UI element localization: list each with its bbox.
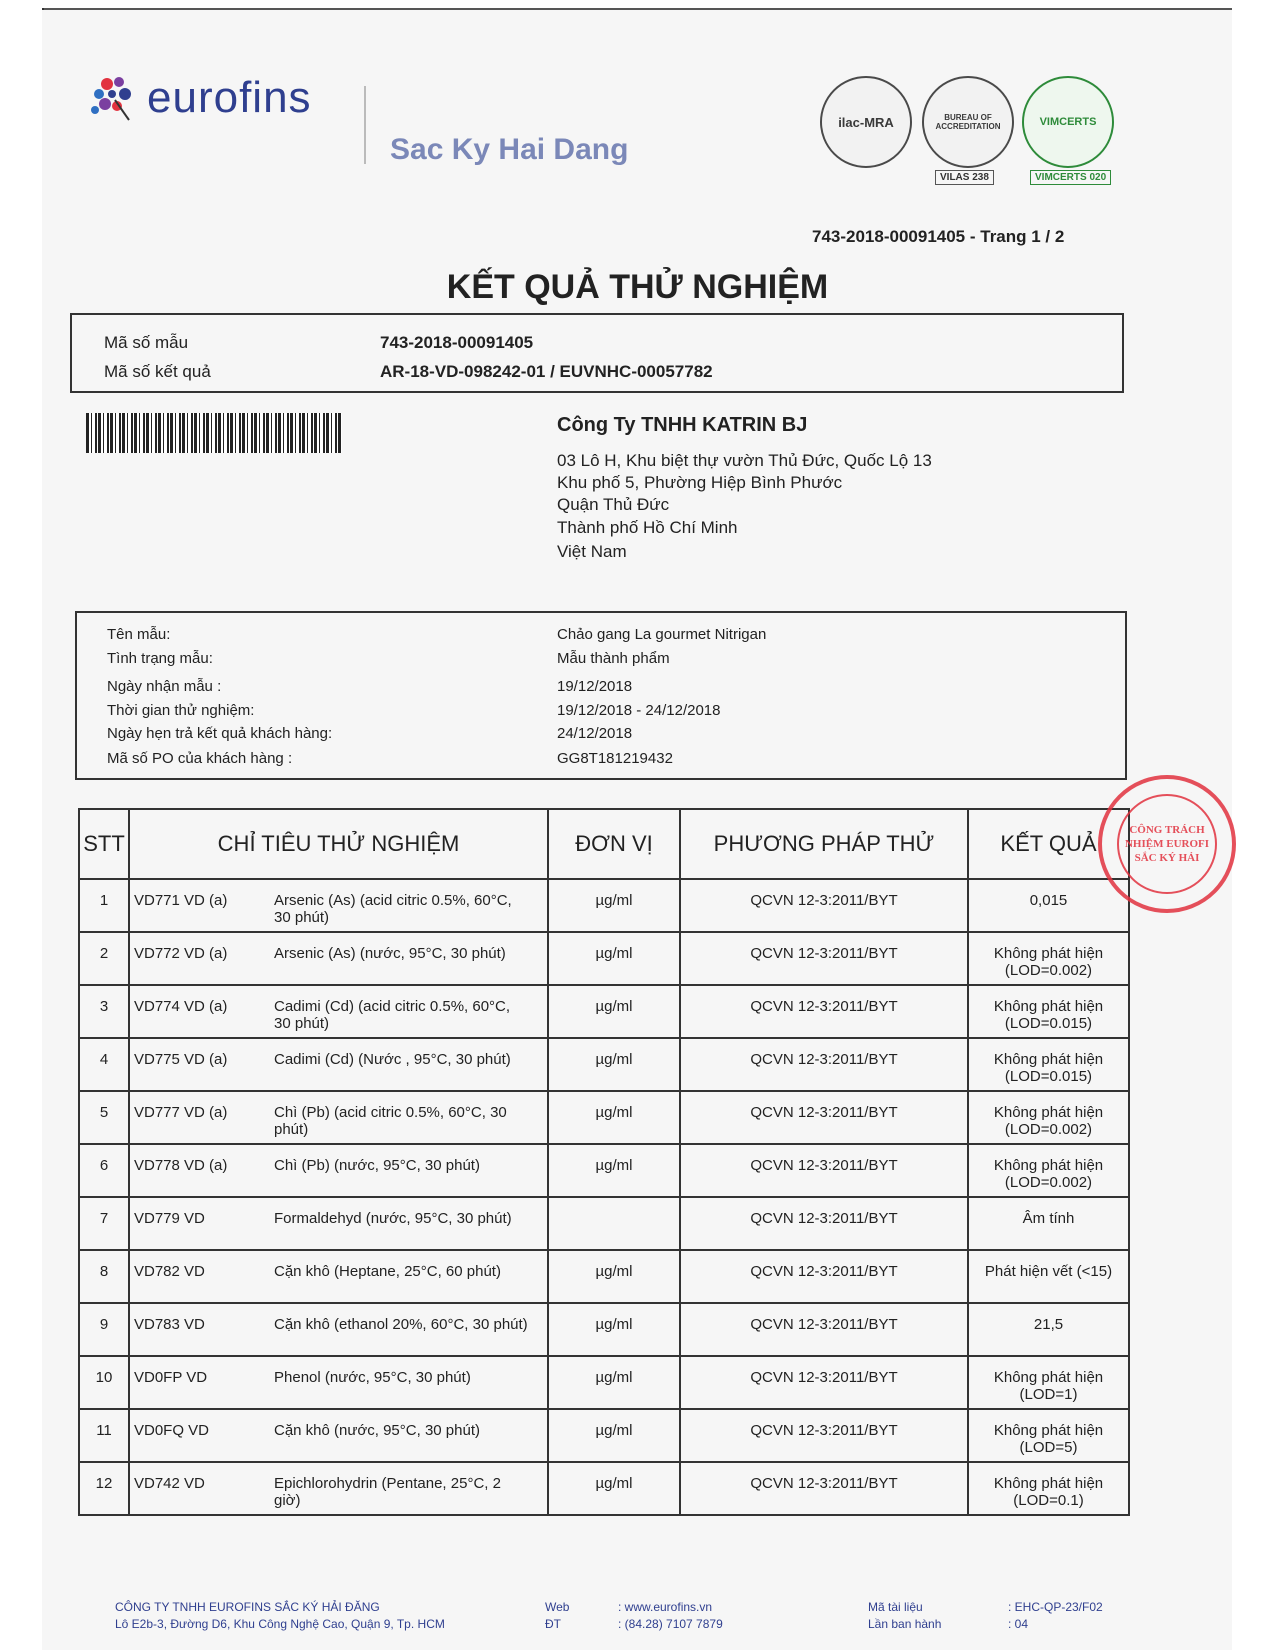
table-row [79,879,1129,932]
table-header-row [79,809,1129,879]
test-name: Chì (Pb) (acid citric 0.5%, 60°C, 30 phút) [274,1104,507,1138]
client-address-line: Quận Thủ Đức [557,495,670,514]
row-unit: µg/ml [548,1250,680,1303]
footer-phone-label: ĐT [545,1617,561,1631]
info-value: Chảo gang La gourmet Nitrigan [557,626,767,643]
row-method: QCVN 12-3:2011/BYT [680,1462,968,1515]
col-header-test: CHỈ TIÊU THỬ NGHIỆM [129,809,548,879]
ilac-badge-text: ilac-MRA [838,114,894,130]
test-code: VD742 VD [134,1475,205,1492]
test-code: VD777 VD (a) [134,1104,228,1121]
row-stt: 2 [79,932,129,985]
info-value: 24/12/2018 [557,725,633,742]
test-code: VD778 VD (a) [134,1157,228,1174]
test-code: VD783 VD [134,1316,205,1333]
col-header-result: KẾT QUẢ [968,809,1129,879]
row-unit: µg/ml [548,1091,680,1144]
boa-badge-text: BUREAU OF ACCREDITATION [935,113,1001,131]
col-header-unit: ĐƠN VỊ [548,809,680,879]
info-label: Tên mẫu: [107,626,171,643]
row-result: Không phát hiện (LOD=1) [968,1356,1129,1409]
row-method: QCVN 12-3:2011/BYT [680,1409,968,1462]
row-result: Âm tính [968,1197,1129,1250]
row-method: QCVN 12-3:2011/BYT [680,1038,968,1091]
table-row [79,1091,1129,1144]
row-unit: µg/ml [548,1409,680,1462]
table-row [79,1144,1129,1197]
document-reference: 743-2018-00091405 - Trang 1 / 2 [812,227,1065,246]
test-code: VD782 VD [134,1263,205,1280]
table-row [79,1038,1129,1091]
test-name: Formaldehyd (nước, 95°C, 30 phút) [274,1210,512,1227]
row-method: QCVN 12-3:2011/BYT [680,1144,968,1197]
test-code: VD772 VD (a) [134,945,228,962]
info-value: GG8T181219432 [557,750,673,767]
test-name: Phenol (nước, 95°C, 30 phút) [274,1369,471,1386]
footer-web-label: Web [545,1600,570,1614]
footer-company: CÔNG TY TNHH EUROFINS SẮC KÝ HẢI ĐĂNG [115,1600,380,1614]
row-test [129,1144,548,1197]
row-stt: 6 [79,1144,129,1197]
eurofins-flower-icon [85,70,141,126]
vimcerts-badge-text: VIMCERTS [1039,116,1097,128]
row-result: Không phát hiện (LOD=5) [968,1409,1129,1462]
row-test [129,985,548,1038]
client-address-line: Khu phố 5, Phường Hiệp Bình Phước [557,473,843,492]
client-address-line: Thành phố Hồ Chí Minh [557,518,738,537]
row-unit: µg/ml [548,1303,680,1356]
sample-code-label: Mã số mẫu [104,333,189,352]
table-row [79,1462,1129,1515]
info-label: Thời gian thử nghiệm: [107,702,255,719]
info-value: 19/12/2018 [557,678,633,695]
row-test [129,1409,548,1462]
row-result: 0,015 [968,879,1129,932]
row-stt: 9 [79,1303,129,1356]
table-row [79,1250,1129,1303]
table-row [79,1197,1129,1250]
vilas-label: VILAS 238 [935,170,994,185]
row-test [129,1303,548,1356]
test-code: VD771 VD (a) [134,892,228,909]
footer-web-value: : www.eurofins.vn [618,1600,713,1614]
client-address-line: Việt Nam [557,542,627,561]
row-method: QCVN 12-3:2011/BYT [680,1303,968,1356]
row-method: QCVN 12-3:2011/BYT [680,1091,968,1144]
header-divider [364,86,366,164]
row-result: Không phát hiện (LOD=0.015) [968,1038,1129,1091]
footer-issue-label: Lần ban hành [868,1617,942,1631]
result-code-label: Mã số kết quả [104,362,211,381]
test-name: Cadimi (Cd) (Nước , 95°C, 30 phút) [274,1051,511,1068]
row-stt: 7 [79,1197,129,1250]
eurofins-logo [85,70,312,126]
footer-address: Lô E2b-3, Đường D6, Khu Công Nghệ Cao, Quận 9, Tp. HCM [115,1617,445,1631]
footer-phone-value: : (84.28) 7107 7879 [618,1617,723,1631]
client-address-line: 03 Lô H, Khu biệt thự vườn Thủ Đức, Quốc Lộ 13 [557,451,932,470]
info-label: Ngày hẹn trả kết quả khách hàng: [107,725,333,742]
row-method: QCVN 12-3:2011/BYT [680,879,968,932]
brand-subtitle: Sac Ky Hai Dang [390,133,629,166]
row-result: Không phát hiện (LOD=0.002) [968,1144,1129,1197]
stamp-center [1117,794,1217,894]
row-stt: 8 [79,1250,129,1303]
row-stt: 10 [79,1356,129,1409]
row-stt: 1 [79,879,129,932]
row-unit: µg/ml [548,1462,680,1515]
test-code: VD779 VD [134,1210,205,1227]
row-test [129,1038,548,1091]
company-stamp [1098,775,1236,913]
row-test [129,1462,548,1515]
test-code: VD0FQ VD [134,1422,210,1439]
info-label: Mã số PO của khách hàng : [107,750,293,767]
result-code-value: AR-18-VD-098242-01 / EUVNHC-00057782 [380,362,713,381]
footer-doc-value: : EHC-QP-23/F02 [1008,1600,1103,1614]
table-row [79,1356,1129,1409]
row-method: QCVN 12-3:2011/BYT [680,932,968,985]
page-title: KẾT QUẢ THỬ NGHIỆM [446,268,829,306]
footer-doc-label: Mã tài liệu [868,1600,923,1614]
table-row [79,932,1129,985]
row-test [129,1091,548,1144]
row-unit [548,1197,680,1250]
results-table [78,808,1130,1516]
row-unit: µg/ml [548,879,680,932]
row-test [129,1356,548,1409]
row-result: Phát hiện vết (<15) [968,1250,1129,1303]
vimcerts-badge [1022,76,1114,168]
row-stt: 5 [79,1091,129,1144]
row-unit: µg/ml [548,1038,680,1091]
row-result: Không phát hiện (LOD=0.002) [968,932,1129,985]
row-method: QCVN 12-3:2011/BYT [680,1197,968,1250]
info-value: 19/12/2018 - 24/12/2018 [557,702,721,719]
row-unit: µg/ml [548,1356,680,1409]
row-unit: µg/ml [548,932,680,985]
boa-badge [922,76,1014,168]
row-method: QCVN 12-3:2011/BYT [680,1250,968,1303]
footer-issue-value: : 04 [1008,1617,1029,1631]
row-stt: 11 [79,1409,129,1462]
table-row [79,1409,1129,1462]
barcode [86,413,342,453]
row-stt: 4 [79,1038,129,1091]
test-name: Cặn khô (Heptane, 25°C, 60 phút) [274,1263,501,1280]
row-test [129,932,548,985]
row-test [129,1197,548,1250]
row-test [129,1250,548,1303]
info-value: Mẫu thành phẩm [557,650,670,667]
stamp-text: CÔNG TRÁCH NHIỆM EUROFI SẮC KÝ HẢI [1124,824,1210,864]
test-name: Chì (Pb) (nước, 95°C, 30 phút) [274,1157,480,1174]
row-stt: 3 [79,985,129,1038]
row-result: 21,5 [968,1303,1129,1356]
row-method: QCVN 12-3:2011/BYT [680,985,968,1038]
brand-name: eurofins [147,73,312,122]
row-stt: 12 [79,1462,129,1515]
table-row [79,1303,1129,1356]
test-code: VD775 VD (a) [134,1051,228,1068]
row-unit: µg/ml [548,985,680,1038]
test-name: Arsenic (As) (nước, 95°C, 30 phút) [274,945,506,962]
info-label: Ngày nhận mẫu : [107,678,222,695]
row-test [129,879,548,932]
test-code: VD0FP VD [134,1369,208,1386]
ilac-mra-badge [820,76,912,168]
test-name: Cặn khô (nước, 95°C, 30 phút) [274,1422,480,1439]
col-header-stt: STT [79,809,129,879]
test-name: Arsenic (As) (acid citric 0.5%, 60°C, 30 phút) [274,892,512,926]
row-result: Không phát hiện (LOD=0.1) [968,1462,1129,1515]
info-label: Tình trạng mẫu: [107,650,213,667]
test-code: VD774 VD (a) [134,998,228,1015]
col-header-method: PHƯƠNG PHÁP THỬ [680,809,968,879]
test-name: Epichlorohydrin (Pentane, 25°C, 2 giờ) [274,1475,501,1509]
row-result: Không phát hiện (LOD=0.015) [968,985,1129,1038]
sample-code-value: 743-2018-00091405 [380,333,534,352]
table-row [79,985,1129,1038]
row-method: QCVN 12-3:2011/BYT [680,1356,968,1409]
client-name: Công Ty TNHH KATRIN BJ [557,414,808,436]
test-name: Cặn khô (ethanol 20%, 60°C, 30 phút) [274,1316,528,1333]
test-name: Cadimi (Cd) (acid citric 0.5%, 60°C, 30 phút) [274,998,511,1032]
row-unit: µg/ml [548,1144,680,1197]
vimcerts-label: VIMCERTS 020 [1030,170,1111,185]
row-result: Không phát hiện (LOD=0.002) [968,1091,1129,1144]
